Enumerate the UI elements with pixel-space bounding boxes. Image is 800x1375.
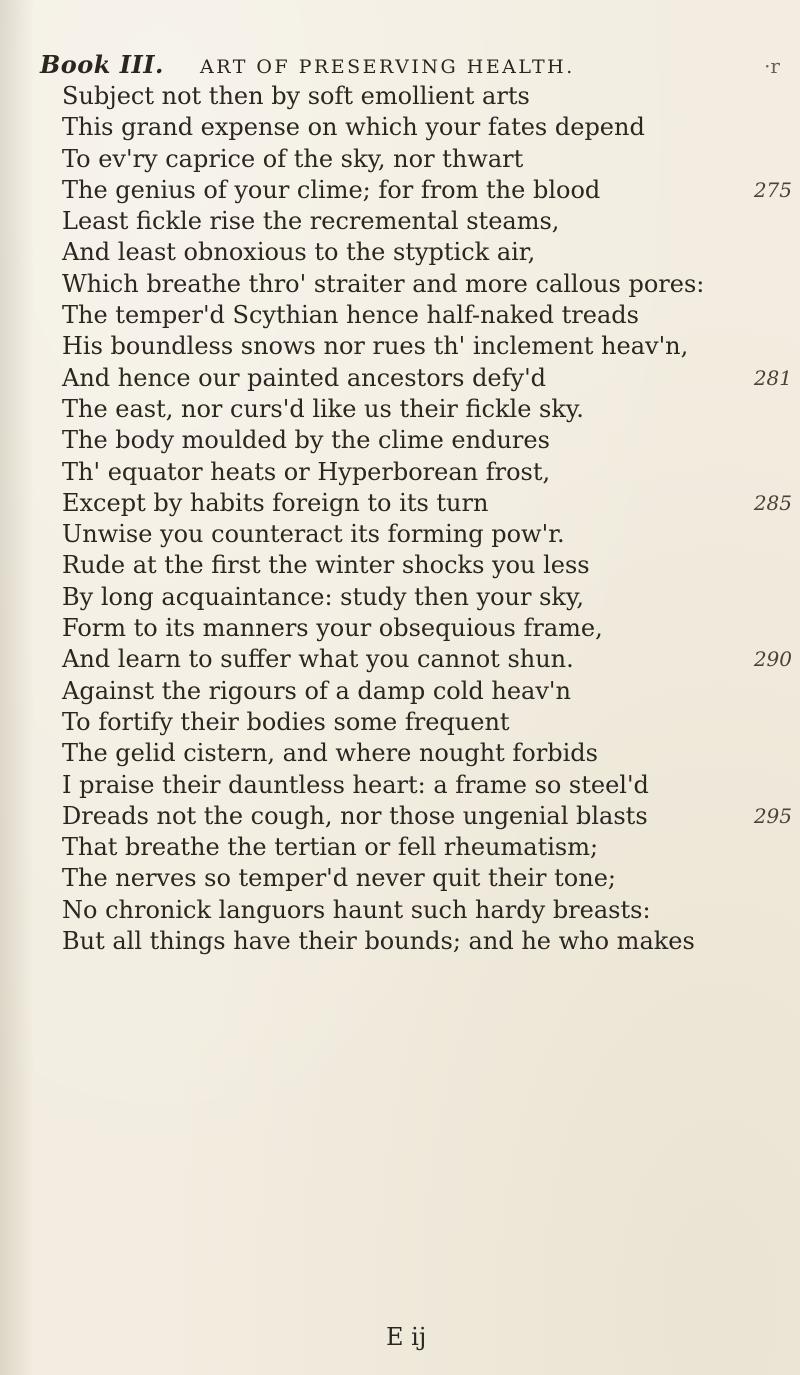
poem-line	[62, 81, 762, 112]
poem-line	[62, 237, 762, 268]
poem-line	[62, 770, 762, 801]
line-text: To ev'ry caprice of the sky, nor thwart	[62, 144, 524, 173]
line-text: That breathe the tertian or fell rheumatism;	[62, 833, 599, 862]
poem-line	[62, 206, 762, 237]
line-text: I praise their dauntless heart: a frame so steel'd	[62, 770, 649, 799]
book-number: Book III.	[40, 50, 164, 79]
poem-line	[62, 926, 762, 957]
line-text: To fortify their bodies some frequent	[62, 707, 510, 736]
poem-line	[62, 863, 762, 894]
line-text: Dreads not the cough, nor those ungenial blasts	[62, 801, 648, 830]
poem-line	[62, 488, 792, 519]
line-number: 281	[753, 365, 792, 390]
poem-line	[62, 550, 762, 581]
line-text: The body moulded by the clime endures	[62, 426, 550, 455]
poem-line	[62, 738, 762, 769]
poem-line	[62, 832, 762, 863]
poem-line	[62, 175, 792, 206]
poem-line	[62, 331, 762, 362]
poem-line	[62, 425, 762, 456]
line-number: 290	[753, 647, 792, 672]
line-number: 285	[753, 490, 792, 515]
gutter-shadow	[0, 0, 34, 1375]
line-text: By long acquaintance: study then your sky,	[62, 582, 584, 611]
line-text: Subject not then by soft emollient arts	[62, 82, 530, 110]
poem-line	[62, 300, 762, 331]
poem-line	[62, 112, 762, 143]
line-text: This grand expense on which your fates depend	[62, 113, 645, 142]
line-text: The gelid cistern, and where nought forbids	[62, 739, 598, 768]
line-number: 295	[753, 803, 792, 828]
line-text: The nerves so temper'd never quit their tone;	[62, 864, 616, 893]
line-text: And hence our painted ancestors defy'd	[62, 363, 547, 392]
line-text: And least obnoxious to the styptick air,	[62, 238, 536, 267]
page-mark: ·r	[764, 54, 780, 78]
line-text: And learn to suffer what you cannot shun.	[62, 645, 574, 674]
line-text: Which breathe thro' straiter and more callous pores:	[62, 269, 705, 298]
line-text: No chronick languors haunt such hardy breasts:	[62, 895, 651, 924]
line-number: 275	[753, 177, 792, 202]
line-text: Against the rigours of a damp cold heav'n	[62, 676, 571, 705]
poem-line	[62, 363, 792, 394]
poem-line	[62, 895, 762, 926]
poem-line	[62, 707, 762, 738]
poem-line	[62, 644, 792, 675]
poem-text	[62, 81, 792, 957]
poem-line	[62, 519, 762, 550]
poem-line	[62, 144, 762, 175]
line-text: The temper'd Scythian hence half-naked treads	[62, 301, 639, 330]
poem-line	[62, 394, 762, 425]
line-text: Least fickle rise the recremental steams,	[62, 207, 560, 236]
line-text: Rude at the first the winter shocks you less	[62, 551, 590, 580]
line-text: Form to its manners your obsequious frame,	[62, 614, 603, 643]
line-text: His boundless snows nor rues th' inclement heav'n,	[62, 332, 689, 361]
poem-line	[62, 676, 762, 707]
signature-mark: E ij	[386, 1323, 427, 1351]
line-text: But all things have their bounds; and he who makes	[62, 927, 695, 956]
running-title: ART OF PRESERVING HEALTH.	[200, 56, 575, 78]
poem-line	[62, 613, 762, 644]
poem-line	[62, 801, 792, 832]
line-text: The genius of your clime; for from the blood	[62, 175, 601, 204]
line-text: The east, nor curs'd like us their fickle sky.	[62, 394, 584, 423]
poem-line	[62, 582, 762, 613]
line-text: Except by habits foreign to its turn	[62, 488, 489, 517]
poem-line	[62, 457, 762, 488]
line-text: Th' equator heats or Hyperborean frost,	[62, 457, 551, 486]
line-text: Unwise you counteract its forming pow'r.	[62, 520, 565, 549]
poem-line	[62, 269, 762, 300]
